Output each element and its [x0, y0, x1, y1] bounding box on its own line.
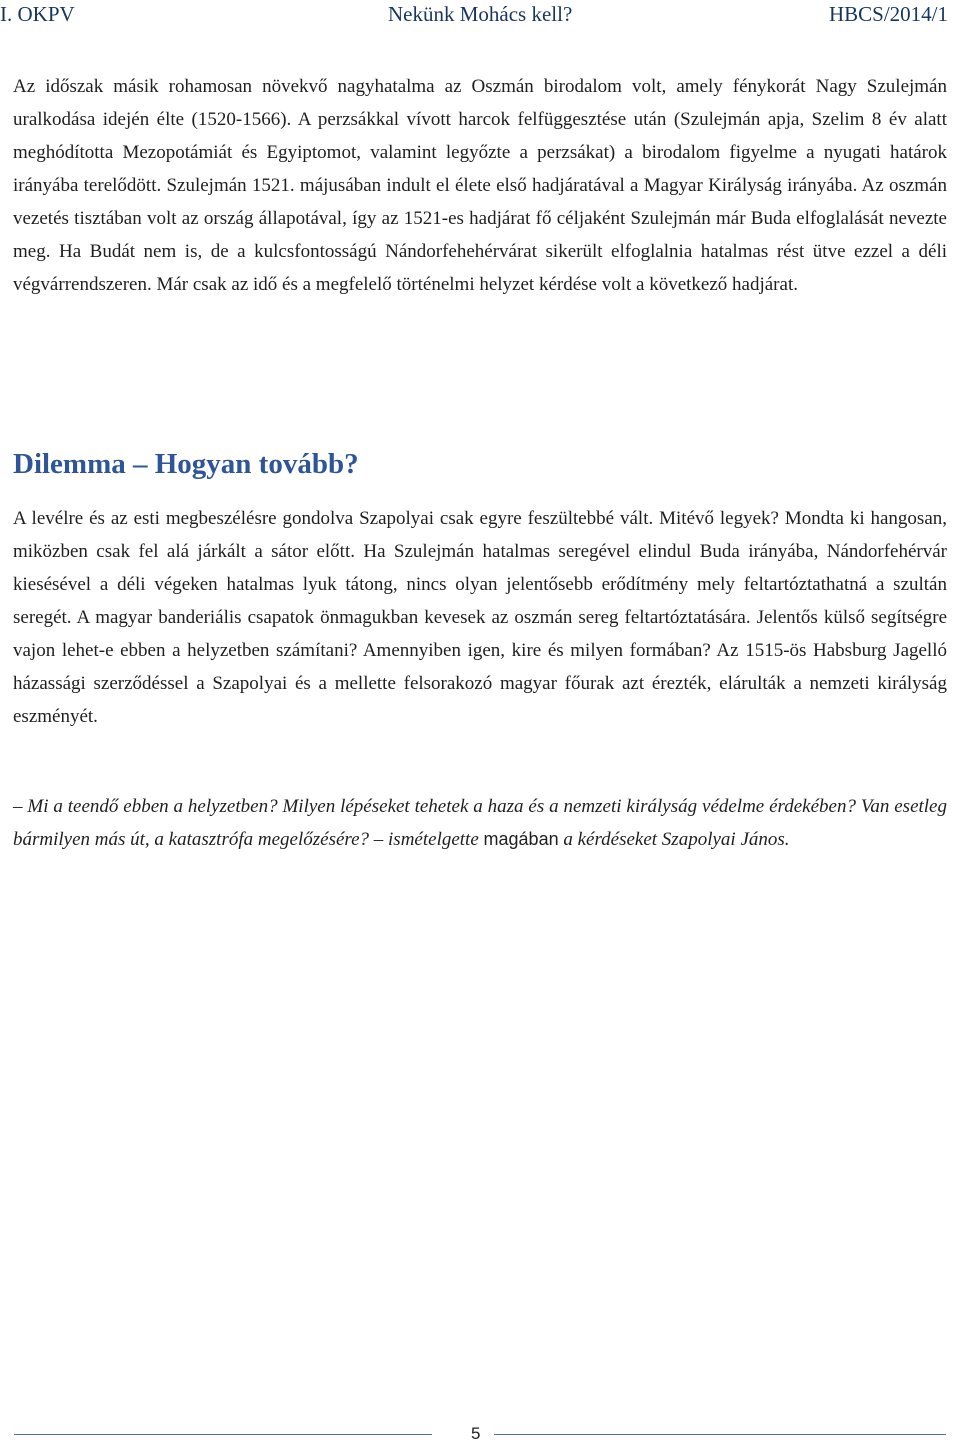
- quote-text-emphasis: magában: [483, 829, 559, 849]
- page-number: 5: [471, 1424, 481, 1443]
- section-heading: Dilemma – Hogyan tovább?: [13, 448, 359, 480]
- body-paragraph-2: A levélre és az esti megbeszélésre gondolva Szapolyai csak egyre feszültebbé vált. Mitévő legyek? Mondta ki hangosan, miközben csak fel alá járkált a sátor előtt. Ha Szulejmán hatalmas seregével elindul Buda irányába, Nándorfehérvár kiesésével a déli végeken hatalmas lyuk tátong, nincs olyan jelentősebb erődítmény mely feltartóztathatná a szultán seregét. A magyar banderiális csapatok önmagukban kevesek az oszmán sereg feltartóztatására. Jelentős külső segítségre vajon lehet-e ebben a helyzetben számítani? Amennyiben igen, kire és milyen formában? Az 1515-ös Habsburg Jagelló házassági szerződéssel a Szapolyai és a mellette felsorakozó magyar főurak azt érezték, elárulták a nemzeti királyság eszményét.: [13, 508, 947, 727]
- header-center-text: Nekünk Mohács kell?: [388, 2, 573, 26]
- quote-paragraph: [13, 790, 947, 856]
- body-paragraph-1: Az időszak másik rohamosan növekvő nagyhatalma az Oszmán birodalom volt, amely fénykorát Nagy Szulejmán uralkodása idején élte (1520-1566). A perzsákkal vívott harcok felfüggesztése után (Szulejmán apja, Szelim 8 év alatt meghódította Mezopotámiát és Egyiptomot, valamint legyőzte a perzsákat) a birodalom figyelme a nyugati határok irányába terelődött. Szulejmán 1521. májusában indult el élete első hadjáratával a Magyar Királyság irányába. Az oszmán vezetés tisztában volt az ország állapotával, így az 1521-es hadjárat fő céljaként Szulejmán már Buda elfoglalását nevezte meg. Ha Budát nem is, de a kulcsfontosságú Nándorfehehérvárat sikerült elfoglalnia hatalmas rést ütve ezzel a déli végvárrendszeren. Már csak az idő és a megfelelő történelmi helyzet kérdése volt a következő hadjárat.: [13, 76, 947, 295]
- quote-text-end: a kérdéseket Szapolyai János.: [558, 829, 790, 850]
- quote-text-start: – Mi a teendő ebben a helyzetben? Milyen lépéseket tehetek a haza és a nemzeti királyság védelme érdekében? Van esetleg bármilyen más út, a katasztrófa megelőzésére? – ismételgette: [13, 796, 947, 850]
- footer-rule-left: [14, 1434, 432, 1435]
- header-right-text: HBCS/2014/1: [828, 2, 948, 26]
- header-left-text: I. OKPV: [0, 2, 75, 26]
- page-header: [0, 0, 960, 30]
- footer-rule-right: [494, 1434, 946, 1435]
